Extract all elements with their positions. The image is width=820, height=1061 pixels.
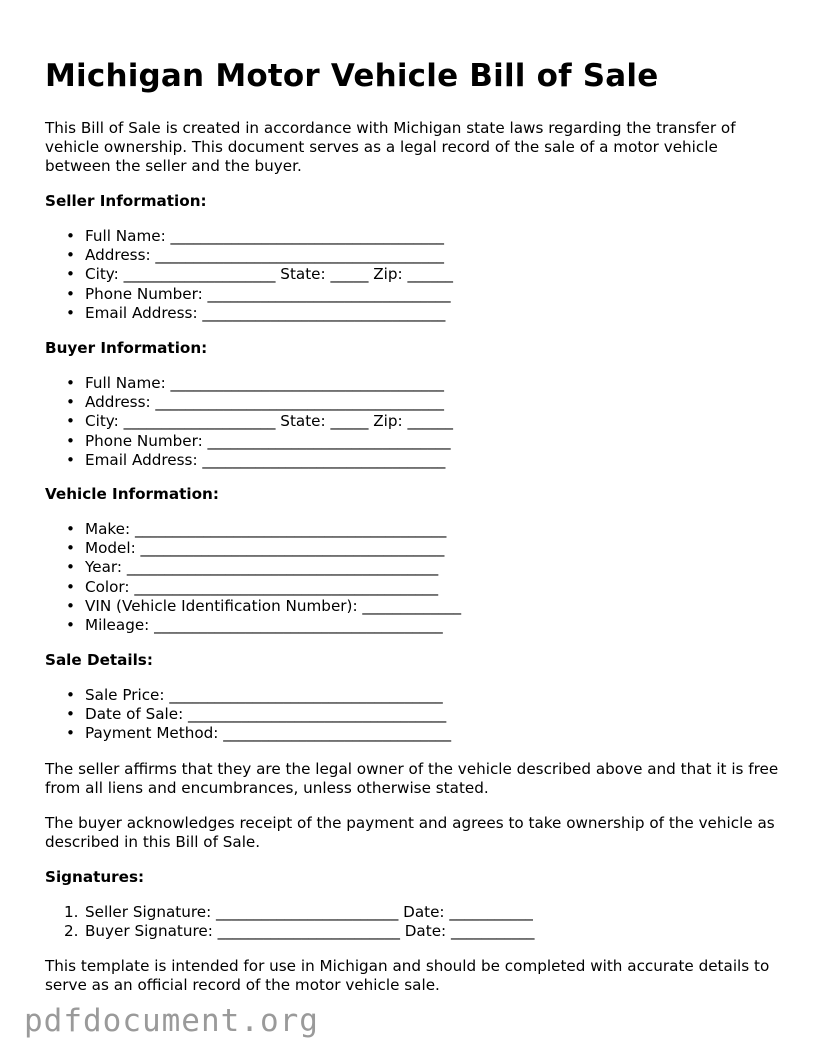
vehicle-color-field: • Color: ________________________________________ (45, 578, 461, 597)
buyer-acknowledgement-paragraph: The buyer acknowledges receipt of the payment and agrees to take ownership of the vehicle as described in this Bill of Sale. (45, 814, 775, 851)
intro-paragraph: This Bill of Sale is created in accordance with Michigan state laws regarding the transfer of vehicle ownership. This document serves as a legal record of the sale of a motor vehicle between the seller and the buyer. (45, 119, 736, 175)
seller-heading: Seller Information: (45, 192, 207, 210)
buyer-signature-text: Buyer Signature: ________________________ Date: ___________ (85, 922, 535, 941)
sale-date-field: • Date of Sale: __________________________________ (45, 705, 451, 724)
vehicle-mileage-field: • Mileage: ______________________________________ (45, 616, 461, 635)
seller-affirmation-paragraph: The seller affirms that they are the legal owner of the vehicle described above and that it is free from all liens and encumbrances, unless otherwise stated. (45, 760, 779, 797)
buyer-city-state-zip-field: • City: ____________________ State: _____ Zip: ______ (45, 412, 453, 431)
seller-city-state-zip-field: • City: ____________________ State: _____ Zip: ______ (45, 265, 453, 284)
buyer-signature-line: 2. Buyer Signature: ________________________ Date: ___________ (64, 922, 535, 941)
buyer-field-list (45, 374, 453, 470)
seller-address-field: • Address: ______________________________________ (45, 246, 453, 265)
vehicle-year-field: • Year: _________________________________________ (45, 558, 461, 577)
buyer-heading: Buyer Information: (45, 339, 208, 357)
vehicle-heading: Vehicle Information: (45, 485, 219, 503)
payment-method-field: • Payment Method: ______________________________ (45, 724, 451, 743)
seller-signature-text: Seller Signature: ________________________ Date: ___________ (85, 903, 533, 921)
seller-email-field: • Email Address: ________________________________ (45, 304, 453, 323)
sale-price-field: • Sale Price: ____________________________________ (45, 686, 451, 705)
vehicle-model-field: • Model: ________________________________________ (45, 539, 461, 558)
signatures-heading: Signatures: (45, 868, 145, 886)
closing-paragraph: This template is intended for use in Michigan and should be completed with accurate details to serve as an official record of the motor vehicle sale. (45, 957, 770, 994)
buyer-full-name-field: • Full Name: ____________________________________ (45, 374, 453, 393)
vehicle-vin-field: • VIN (Vehicle Identification Number): _____________ (45, 597, 461, 616)
buyer-email-field: • Email Address: ________________________________ (45, 451, 453, 470)
seller-phone-field: • Phone Number: ________________________________ (45, 285, 453, 304)
signature-list (45, 903, 535, 941)
sale-heading: Sale Details: (45, 651, 153, 669)
sale-field-list (45, 686, 451, 744)
seller-field-list (45, 227, 453, 323)
seller-signature-line: 1. Seller Signature: ________________________ Date: ___________ (64, 903, 533, 921)
buyer-phone-field: • Phone Number: ________________________________ (45, 432, 453, 451)
vehicle-field-list (45, 520, 461, 635)
seller-full-name-field: • Full Name: ____________________________________ (45, 227, 453, 246)
page-title: Michigan Motor Vehicle Bill of Sale (45, 58, 659, 94)
vehicle-make-field: • Make: _________________________________________ (45, 520, 461, 539)
watermark: pdfdocument.org (24, 1003, 319, 1039)
buyer-address-field: • Address: ______________________________________ (45, 393, 453, 412)
